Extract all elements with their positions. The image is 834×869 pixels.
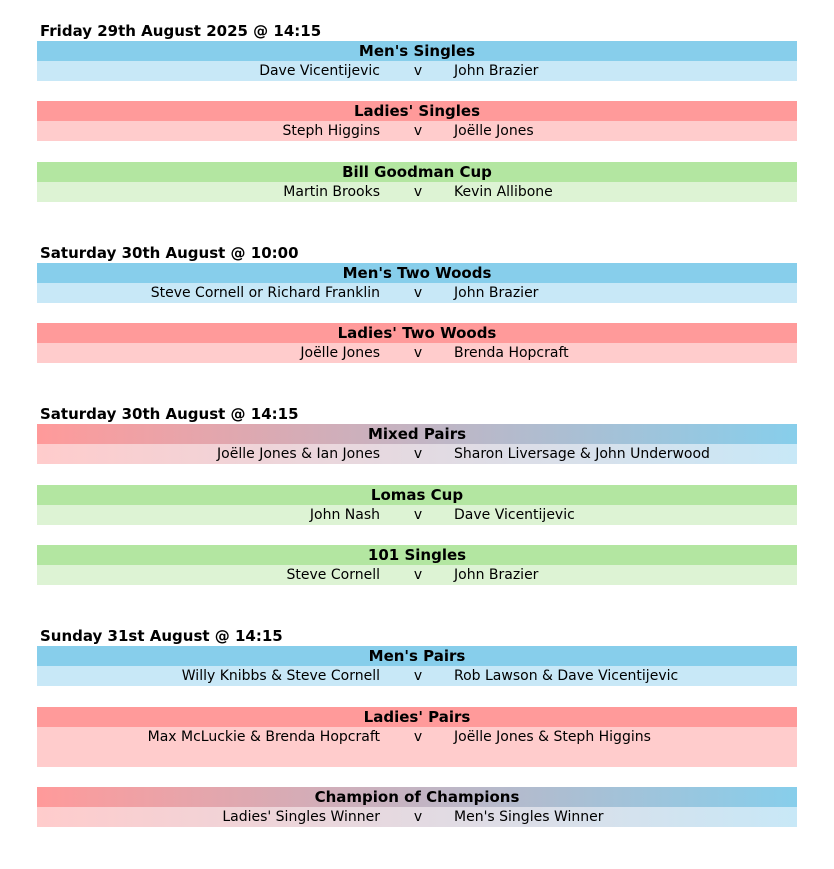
player-two: John Brazier — [454, 285, 539, 301]
player-two: Joëlle Jones — [454, 123, 534, 139]
player-one: Steve Cornell or Richard Franklin — [150, 285, 380, 301]
competition-title: Mixed Pairs — [37, 424, 797, 444]
versus: v — [413, 507, 423, 523]
competition-title: Men's Pairs — [37, 646, 797, 666]
competition-ladies-pairs — [37, 707, 797, 767]
competition-title: Ladies' Singles — [37, 101, 797, 121]
player-two: Brenda Hopcraft — [454, 345, 569, 361]
competition-title: Ladies' Two Woods — [37, 323, 797, 343]
player-two: Dave Vicentijevic — [454, 507, 575, 523]
competition-bill-goodman-cup — [37, 162, 797, 202]
day-heading-friday: Friday 29th August 2025 @ 14:15 — [40, 22, 322, 40]
competition-title: Bill Goodman Cup — [37, 162, 797, 182]
player-two: Rob Lawson & Dave Vicentijevic — [454, 668, 679, 684]
competition-101-singles — [37, 545, 797, 585]
fixture-row — [37, 565, 797, 585]
competition-champion-of-champions — [37, 787, 797, 827]
fixture-row — [37, 727, 797, 767]
day-heading-saturday-afternoon: Saturday 30th August @ 14:15 — [40, 405, 299, 423]
player-two: Men's Singles Winner — [454, 809, 604, 825]
versus: v — [413, 809, 423, 825]
competition-title: Ladies' Pairs — [37, 707, 797, 727]
competition-mixed-pairs — [37, 424, 797, 464]
fixture-row — [37, 283, 797, 303]
versus: v — [413, 285, 423, 301]
fixture-row — [37, 807, 797, 827]
competition-mens-pairs — [37, 646, 797, 686]
competition-mens-two-woods — [37, 263, 797, 303]
fixture-row — [37, 343, 797, 363]
versus: v — [413, 63, 423, 79]
versus: v — [413, 668, 423, 684]
competition-lomas-cup — [37, 485, 797, 525]
competition-ladies-singles — [37, 101, 797, 141]
player-one: Steph Higgins — [282, 123, 380, 139]
competition-title: Lomas Cup — [37, 485, 797, 505]
versus: v — [413, 184, 423, 200]
competition-title: Men's Two Woods — [37, 263, 797, 283]
versus: v — [413, 446, 423, 462]
player-one: Max McLuckie & Brenda Hopcraft — [147, 729, 380, 745]
player-one: Joëlle Jones — [300, 345, 380, 361]
fixture-row — [37, 505, 797, 525]
competition-ladies-two-woods — [37, 323, 797, 363]
player-one: Willy Knibbs & Steve Cornell — [181, 668, 380, 684]
fixture-row — [37, 182, 797, 202]
competition-title: Men's Singles — [37, 41, 797, 61]
day-heading-saturday-morning: Saturday 30th August @ 10:00 — [40, 244, 299, 262]
competition-title: 101 Singles — [37, 545, 797, 565]
competition-mens-singles — [37, 41, 797, 81]
day-heading-sunday: Sunday 31st August @ 14:15 — [40, 627, 283, 645]
player-two: John Brazier — [454, 567, 539, 583]
player-two: Sharon Liversage & John Underwood — [454, 446, 710, 462]
versus: v — [413, 567, 423, 583]
player-one: Joëlle Jones & Ian Jones — [217, 446, 380, 462]
versus: v — [413, 345, 423, 361]
player-two: John Brazier — [454, 63, 539, 79]
player-one: Steve Cornell — [286, 567, 380, 583]
fixture-row — [37, 121, 797, 141]
fixture-row — [37, 61, 797, 81]
player-one: Ladies' Singles Winner — [222, 809, 380, 825]
player-two: Joëlle Jones & Steph Higgins — [454, 729, 651, 745]
player-one: John Nash — [309, 507, 380, 523]
competition-title: Champion of Champions — [37, 787, 797, 807]
versus: v — [413, 729, 423, 745]
fixture-row — [37, 444, 797, 464]
versus: v — [413, 123, 423, 139]
player-one: Martin Brooks — [283, 184, 380, 200]
player-two: Kevin Allibone — [454, 184, 553, 200]
player-one: Dave Vicentijevic — [259, 63, 380, 79]
fixture-row — [37, 666, 797, 686]
